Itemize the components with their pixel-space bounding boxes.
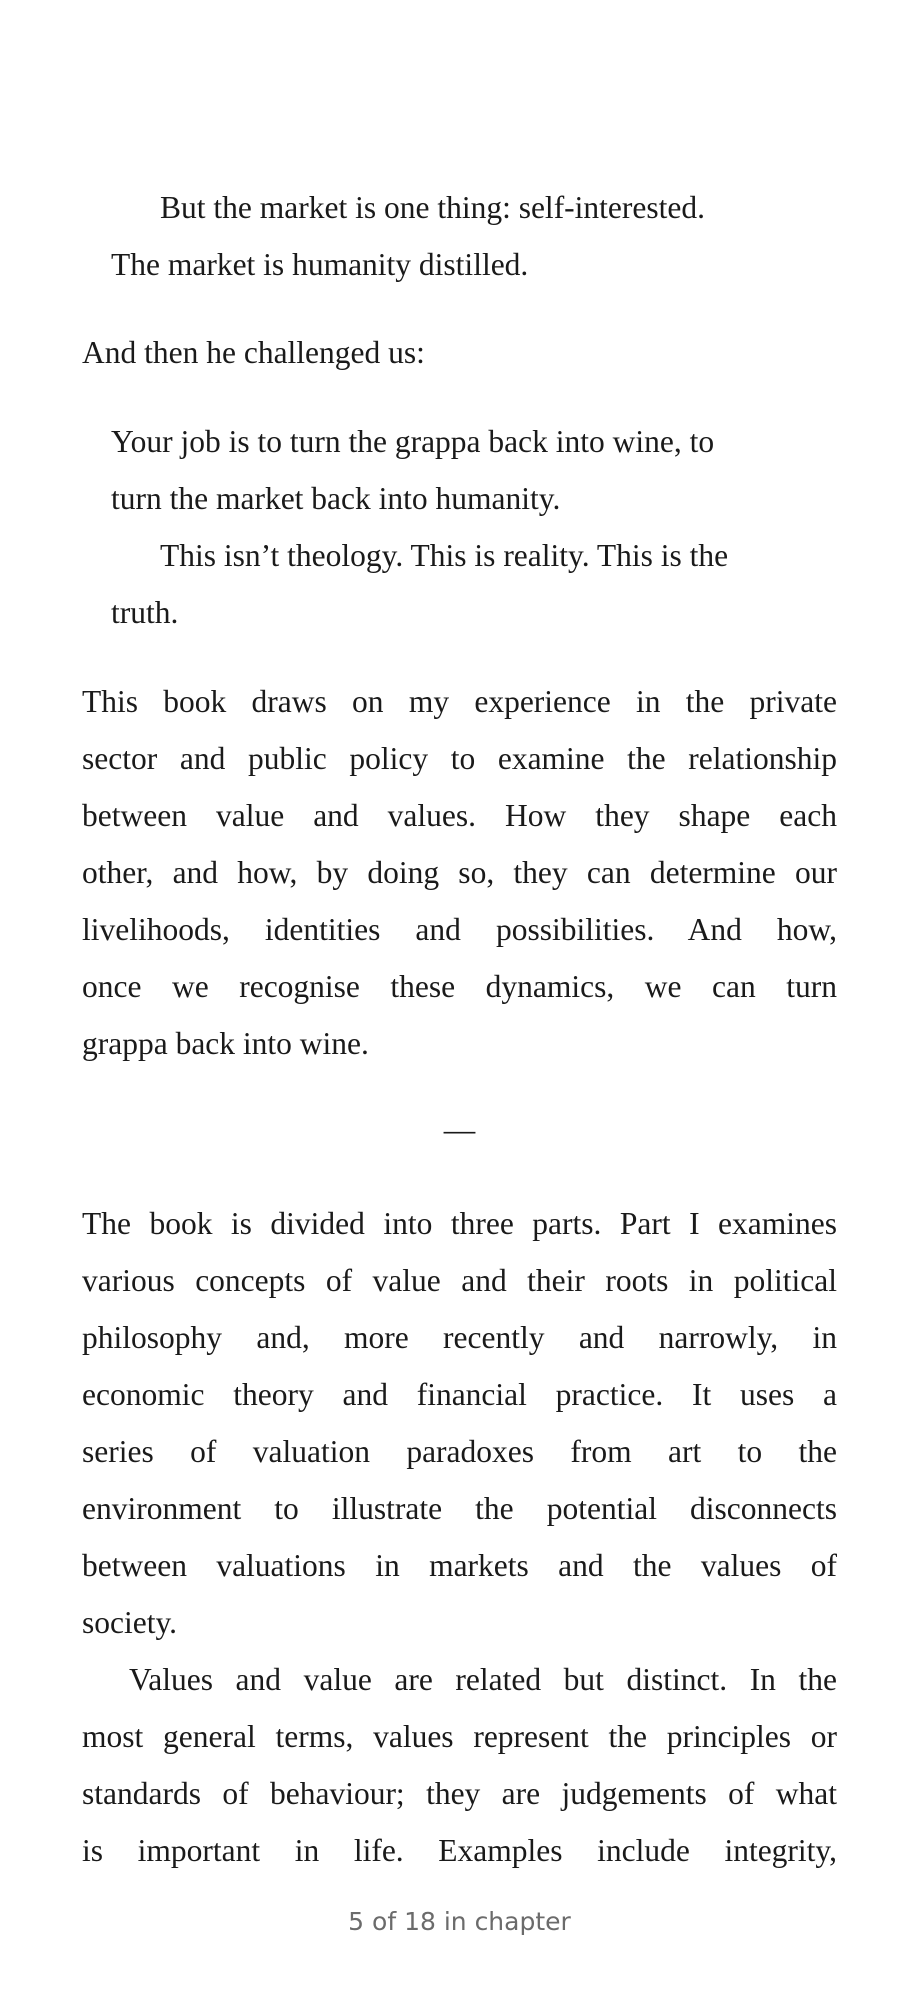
paragraph-line: between value and values. How they shape each bbox=[82, 798, 837, 833]
paragraph-line: philosophy and, more recently and narrowly, in bbox=[82, 1320, 837, 1355]
paragraph-line: The book is divided into three parts. Part I examines bbox=[82, 1206, 837, 1241]
paragraph-line: economic theory and financial practice. It uses a bbox=[82, 1377, 837, 1412]
paragraph-line: sector and public policy to examine the relationship bbox=[82, 741, 837, 776]
quote-line: This isn’t theology. This is reality. This is the bbox=[160, 538, 729, 573]
body-text-line: And then he challenged us: bbox=[82, 335, 425, 370]
paragraph-line: standards of behaviour; they are judgements of what bbox=[82, 1776, 837, 1811]
paragraph-line: once we recognise these dynamics, we can turn bbox=[82, 969, 837, 1004]
paragraph-line: society. bbox=[82, 1605, 178, 1640]
paragraph-line: series of valuation paradoxes from art to the bbox=[82, 1434, 837, 1469]
quote-line: But the market is one thing: self-interested. bbox=[160, 190, 705, 225]
paragraph-line: environment to illustrate the potential disconnects bbox=[82, 1491, 837, 1526]
quote-line: Your job is to turn the grappa back into wine, to bbox=[111, 424, 715, 459]
paragraph-line: various concepts of value and their roots in political bbox=[82, 1263, 837, 1298]
paragraph-line: other, and how, by doing so, they can determine our bbox=[82, 855, 837, 890]
paragraph-line: is important in life. Examples include integrity, bbox=[82, 1833, 837, 1868]
paragraph-line: most general terms, values represent the principles or bbox=[82, 1719, 837, 1754]
paragraph-line: This book draws on my experience in the private bbox=[82, 684, 837, 719]
paragraph-line: grappa back into wine. bbox=[82, 1026, 369, 1061]
paragraph-line: livelihoods, identities and possibilities. And how, bbox=[82, 912, 837, 947]
section-divider: — bbox=[443, 1112, 476, 1147]
quote-line: truth. bbox=[111, 595, 179, 630]
paragraph-line: between valuations in markets and the values of bbox=[82, 1548, 837, 1583]
quote-line: turn the market back into humanity. bbox=[111, 481, 561, 516]
quote-line: The market is humanity distilled. bbox=[111, 247, 529, 282]
paragraph-line: Values and value are related but distinct. In the bbox=[129, 1662, 837, 1697]
chapter-progress: 5 of 18 in chapter bbox=[348, 1907, 571, 1936]
